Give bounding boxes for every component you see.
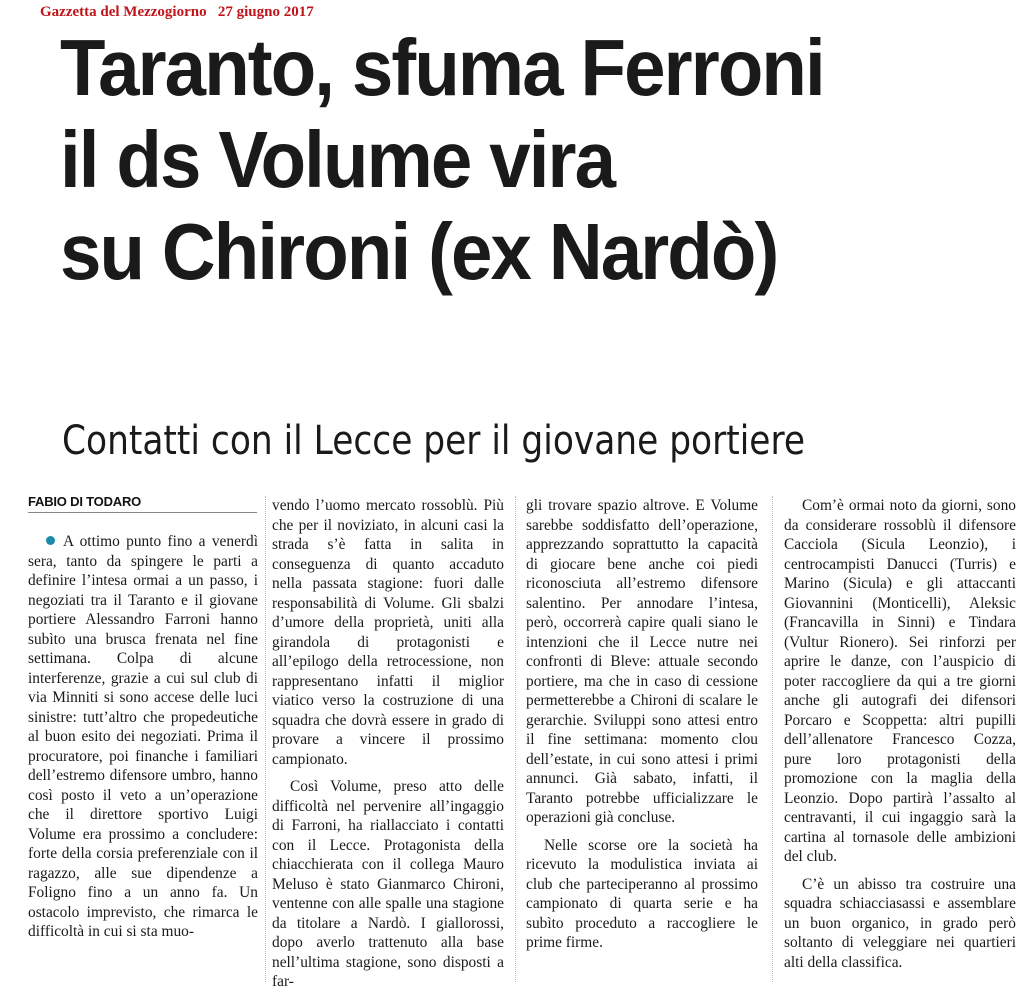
article-column-4 [784, 496, 1016, 972]
paragraph [28, 532, 258, 942]
paragraph: gli trovare spazio altrove. E Volume sarebbe soddisfatto dell’operazione, apprezzando soprattutto la capacità di giocare bene anche coi piedi riconosciuta all’estremo difensore salentino. Per annodare l’intesa, però, occorrerà capire quali siano le intenzioni che il Lecce nutre nei confronti di Bleve: attuale secondo portiere, ma che in caso di cessione permetterebbe a Chironi di scalare le gerarchie. Sviluppi sono attesi entro il fine settimana: momento clou dell’estate, in cui sono attesi i primi annunci. Già sabato, infatti, il Taranto potrebbe ufficializzare le operazioni già concluse. [526, 497, 758, 826]
paragraph: vendo l’uomo mercato rossoblù. Più che per il noviziato, in alcuni casi la strada s’è fatta in salita in conseguenza di quanto accaduto nella passata stagione: fuori dalle responsabilità di Volume. Gli sbalzi d’umore della proprietà, uniti alla girandola di protagonisti e all’epilogo della retrocessione, non rappresentano infatti il miglior viatico verso la costruzione di una squadra che dovrà essere in grado di provare a vincere il prossimo campionato. [272, 497, 504, 768]
masthead-source-date: Gazzetta del Mezzogiorno 27 giugno 2017 [40, 4, 314, 20]
paragraph: C’è un abisso tra costruire una squadra schiacciasassi e assemblare un buon organico, in grado però soltanto di veleggiare nei quartieri alti della classifica. [784, 875, 1016, 971]
paragraph: Com’è ormai noto da giorni, sono da considerare rossoblù il difensore Cacciola (Sicula Leonzio), i centrocampisti Danucci (Turris) e Marino (Sicula) e gli attaccanti Giovannini (Monticelli), Aleksic (Francavilla in Sinni) e Tindara (Vultur Rionero). Sei rinforzi per aprire le danze, con l’auspicio di poter raccogliere da qui a tre giorni anche gli autografi dei difensori Porcaro e Scoppetta: altri pupilli dell’allenatore Francesco Cozza, pure loro protagonisti della promozione con la maglia della Leonzio. Dopo partirà l’assalto al centravanti, il cui ingaggio sarà la cartina al tornasole delle ambizioni del club. [784, 497, 1016, 865]
column-divider [772, 496, 773, 982]
article-column-1 [28, 532, 258, 942]
headline-line-3: su Chironi (ex Nardò) [60, 207, 778, 296]
column-divider [515, 496, 516, 982]
headline-line-2: il ds Volume vira [60, 115, 615, 204]
article-subheadline: Contatti con il Lecce per il giovane portiere [62, 418, 805, 464]
bullet-icon [46, 536, 55, 545]
article-headline [60, 22, 953, 298]
paragraph: Così Volume, preso atto delle difficoltà nel pervenire all’ingaggio di Farroni, ha riallacciato i contatti con il Lecce. Protagonista della chiacchierata con il collega Mauro Meluso è stato Gianmarco Chironi, ventenne con alle spalle una stagione da titolare a Nardò. I giallorossi, dopo averlo trattenuto alla base nell’ultima stagione, sono disposti a far- [272, 778, 504, 990]
byline-author: FABIO DI TODARO [28, 494, 142, 509]
article-column-3 [526, 496, 758, 953]
paragraph-text: A ottimo punto fino a venerdì sera, tanto da spingere le parti a definire l’intesa ormai a un passo, i negoziati tra il Taranto e il giovane portiere Alessandro Farroni hanno subìto una brusca frenata nel fine settimana. Colpa di alcune interferenze, grazie a cui sul club di via Minniti si sono accese delle luci sinistre: tutt’altro che propedeutiche al buon esito dei negoziati. Prima il procuratore, poi finanche i familiari dell’estremo difensore umbro, hanno così posto il veto a un’operazione che il direttore sportivo Luigi Volume era prossimo a concludere: forte della corsia preferenziale con il ragazzo, alle sue dipendenze a Foligno fino a un anno fa. Un ostacolo imprevisto, che rimarca le difficoltà in cui si sta muo- [28, 533, 258, 940]
paragraph: Nelle scorse ore la società ha ricevuto la modulistica inviata ai club che parteciperanno al prossimo campionato di quarta serie e ha subìto proceduto a raccogliere le prime firme. [526, 836, 758, 951]
headline-line-1: Taranto, sfuma Ferroni [60, 23, 824, 112]
column-divider [265, 496, 266, 982]
byline-rule [28, 512, 257, 513]
article-column-2 [272, 496, 504, 992]
